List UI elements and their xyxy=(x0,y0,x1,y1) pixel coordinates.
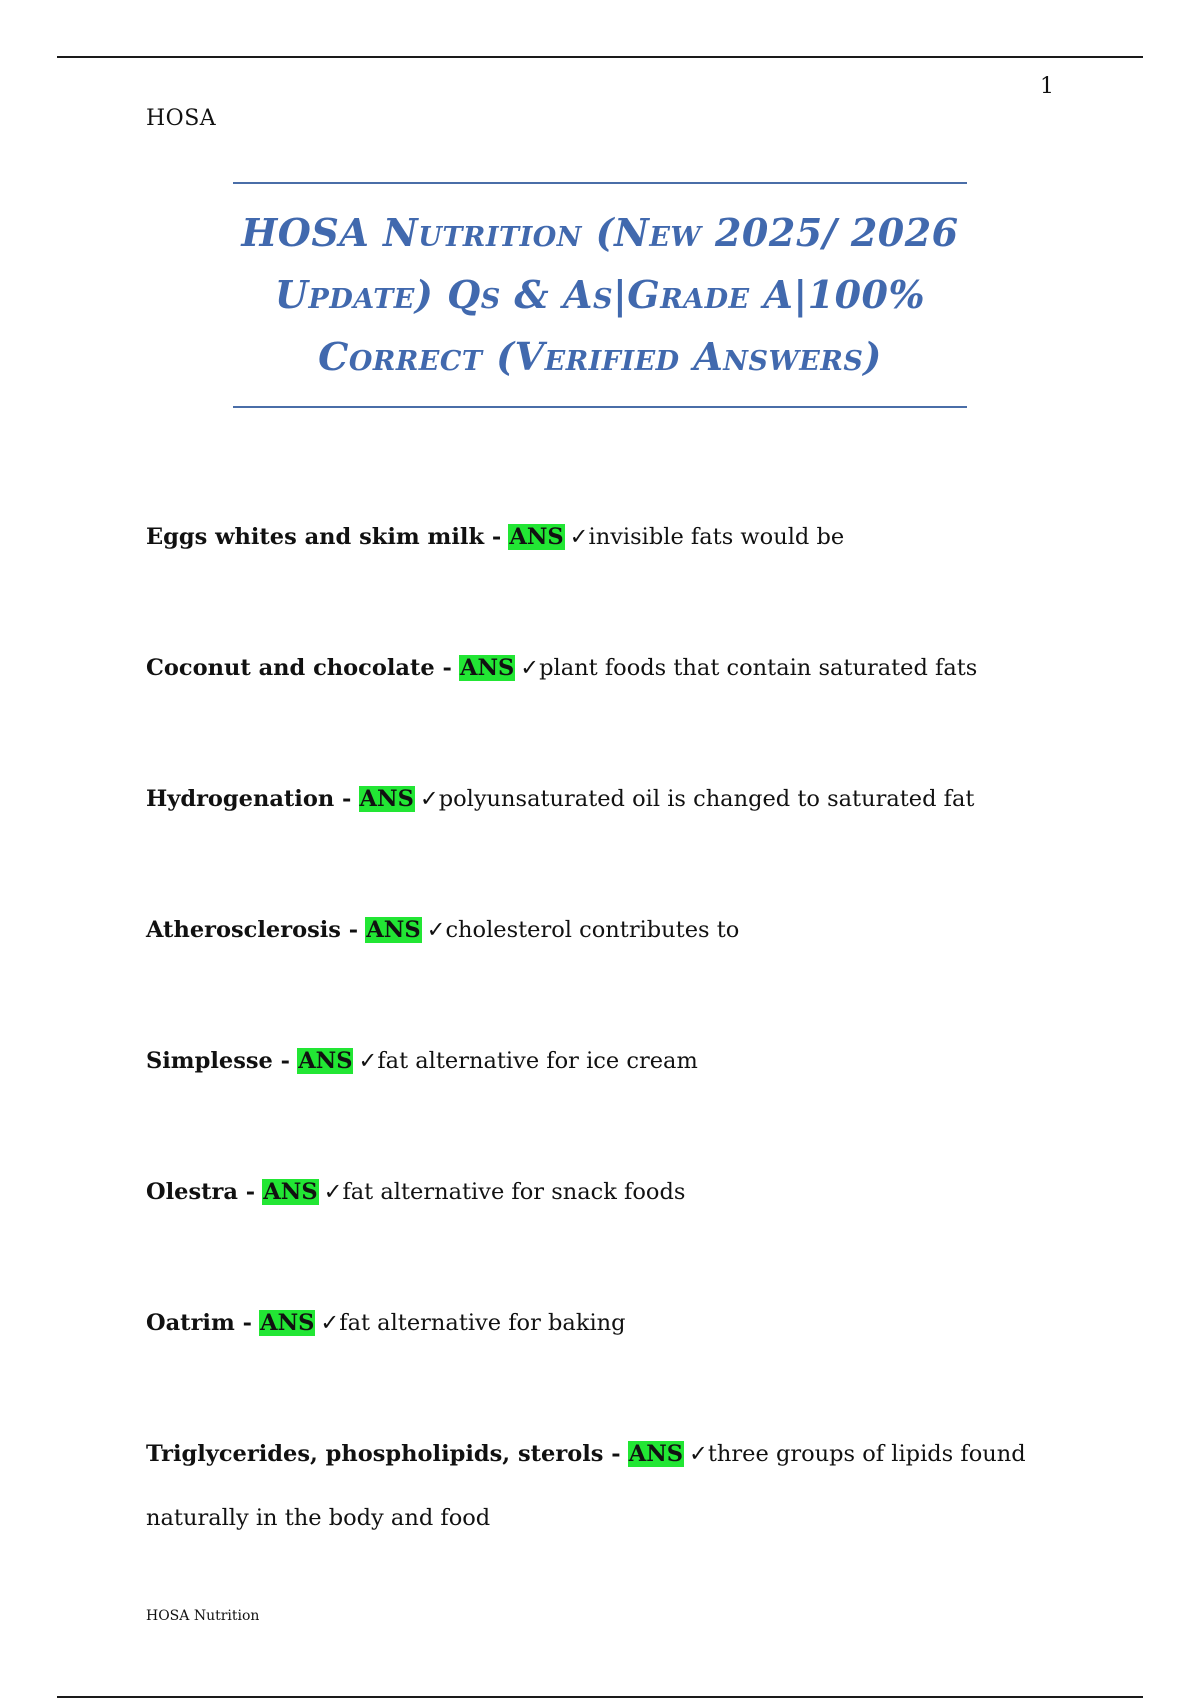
check-icon: ✓ xyxy=(358,1048,378,1074)
title-line-1: HOSA Nutrition (New 2025/ 2026 xyxy=(241,210,959,255)
top-rule xyxy=(57,56,1143,58)
question-text: Oatrim - xyxy=(146,1310,252,1336)
ans-highlight: ANS xyxy=(263,1179,318,1205)
question-text: Coconut and chocolate - xyxy=(146,655,452,681)
title-line-2: Update) Qs & As|Grade A|100% xyxy=(274,272,926,317)
check-icon: ✓ xyxy=(320,1310,340,1336)
answer-text: fat alternative for snack foods xyxy=(342,1179,686,1205)
qa-item xyxy=(146,1160,1046,1224)
ans-highlight: ANS xyxy=(260,1310,315,1336)
ans-highlight: ANS xyxy=(628,1441,684,1467)
check-icon: ✓ xyxy=(569,524,589,550)
qa-item xyxy=(146,1029,1046,1093)
answer-text: polyunsaturated oil is changed to saturated fat xyxy=(438,786,975,812)
answer-text: three groups of lipids found naturally in the body and food xyxy=(146,1441,1026,1531)
check-icon: ✓ xyxy=(689,1441,708,1467)
ans-highlight: ANS xyxy=(460,655,515,681)
question-text: Eggs whites and skim milk - xyxy=(146,524,502,550)
question-text: Simplesse - xyxy=(146,1048,291,1074)
qa-item xyxy=(146,898,1046,962)
check-icon: ✓ xyxy=(426,917,446,943)
title-block xyxy=(233,182,967,408)
question-text: Olestra - xyxy=(146,1179,256,1205)
page-header: HOSA xyxy=(146,106,217,131)
ans-highlight: ANS xyxy=(509,524,564,550)
question-text: Hydrogenation - xyxy=(146,786,352,812)
answer-text: cholesterol contributes to xyxy=(445,917,740,943)
answer-text: invisible fats would be xyxy=(588,524,845,550)
document-title xyxy=(241,202,958,388)
qa-item xyxy=(146,767,1046,831)
answer-text: fat alternative for ice cream xyxy=(377,1048,698,1074)
qa-item xyxy=(146,636,1046,700)
qa-list xyxy=(146,505,1046,1550)
question-text: Atherosclerosis - xyxy=(146,917,359,943)
page-number: 1 xyxy=(1040,74,1054,99)
page-footer: HOSA Nutrition xyxy=(146,1608,260,1624)
check-icon: ✓ xyxy=(419,786,439,812)
question-text: Triglycerides, phospholipids, sterols - xyxy=(146,1441,621,1467)
answer-text: fat alternative for baking xyxy=(339,1310,626,1336)
ans-highlight: ANS xyxy=(298,1048,353,1074)
ans-highlight: ANS xyxy=(359,786,414,812)
ans-highlight: ANS xyxy=(366,917,421,943)
qa-item xyxy=(146,1422,1046,1550)
check-icon: ✓ xyxy=(520,655,540,681)
qa-item xyxy=(146,1291,1046,1355)
title-line-3: Correct (Verified Answers) xyxy=(318,334,882,379)
qa-item xyxy=(146,505,1046,569)
bottom-rule xyxy=(57,1696,1143,1698)
check-icon: ✓ xyxy=(323,1179,343,1205)
answer-text: plant foods that contain saturated fats xyxy=(539,655,978,681)
